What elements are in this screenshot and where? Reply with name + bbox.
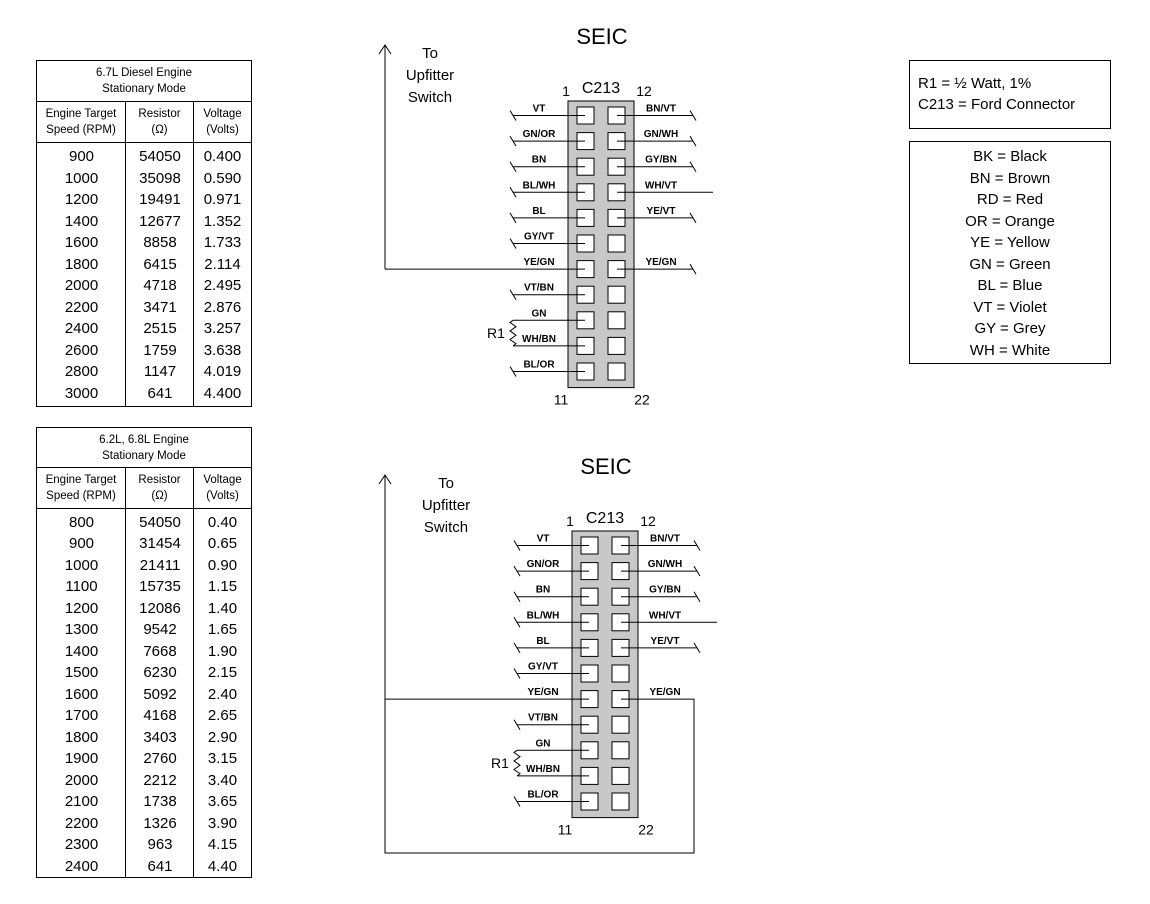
wire-label-left: WH/BN	[526, 763, 560, 775]
cell-rpm: 1900	[64, 750, 99, 768]
pin-number-1: 1	[562, 83, 570, 99]
cell-resistor: 4718	[143, 277, 177, 295]
note-connector: C213 = Ford Connector	[918, 96, 1076, 113]
cell-rpm: 1800	[64, 728, 99, 746]
wire-label-left: GN	[535, 738, 551, 750]
cell-rpm: 1200	[64, 599, 99, 617]
cell-resistor: 54050	[139, 513, 181, 531]
wire-label-right: GY/BN	[649, 584, 681, 596]
cell-voltage: 1.40	[207, 599, 238, 617]
cell-rpm: 1500	[64, 664, 99, 682]
resistor-label: R1	[491, 755, 509, 772]
header-voltage-line2: (Volts)	[206, 489, 239, 502]
cell-resistor: 6230	[143, 664, 177, 682]
cell-resistor: 35098	[139, 169, 181, 187]
color-code-ye: YE = Yellow	[970, 234, 1050, 251]
wire-label-left: GN/OR	[526, 559, 560, 571]
cell-voltage: 2.495	[203, 277, 242, 295]
wire-label-left: WH/BN	[522, 333, 556, 345]
cell-rpm: 1100	[65, 578, 98, 596]
wire-label-left: VT	[536, 533, 550, 545]
cell-resistor: 641	[147, 857, 173, 875]
cell-resistor: 8858	[143, 234, 177, 252]
wire-label-left: GY/VT	[527, 661, 559, 673]
wire-label-left: GY/VT	[523, 231, 555, 243]
cell-rpm: 2200	[64, 298, 99, 316]
cell-voltage: 4.400	[203, 384, 242, 402]
wire-label-right: GN/WH	[647, 559, 683, 571]
wire-label-left: BL/OR	[527, 789, 559, 801]
connector-label: C213	[585, 510, 625, 527]
cell-voltage: 3.15	[207, 750, 238, 768]
pin-number-12: 12	[640, 513, 656, 529]
pin-cavity-right	[608, 235, 625, 252]
pin-cavity-right	[608, 337, 625, 354]
cell-rpm: 3000	[64, 384, 99, 402]
table-title-line2: Stationary Mode	[102, 449, 186, 462]
cell-resistor: 1326	[143, 814, 177, 832]
cell-resistor: 19491	[139, 191, 181, 209]
cell-voltage: 0.40	[207, 513, 238, 531]
table-title-line2: Stationary Mode	[102, 83, 186, 95]
diagram-top	[379, 24, 713, 408]
cell-resistor: 2212	[143, 771, 177, 789]
wire-label-left: BL/WH	[526, 610, 560, 622]
connector-label: C213	[581, 80, 621, 97]
cell-voltage: 4.15	[207, 836, 238, 854]
cell-resistor: 15735	[139, 578, 181, 596]
cell-voltage: 1.15	[207, 578, 238, 596]
wire-label-left: VT	[532, 103, 546, 115]
cell-rpm: 800	[68, 513, 95, 531]
diagram-title: SEIC	[576, 24, 628, 49]
cell-resistor: 1738	[143, 793, 177, 811]
pin-number-12: 12	[636, 83, 652, 99]
cell-resistor: 21411	[139, 556, 181, 574]
upfitter-label-line3: Switch	[407, 89, 453, 106]
cell-rpm: 2600	[64, 341, 99, 359]
cell-voltage: 1.90	[207, 642, 238, 660]
pin-cavity-right	[612, 793, 629, 810]
upfitter-label-line1: To	[438, 475, 454, 492]
color-code-gn: GN = Green	[969, 255, 1051, 273]
cell-voltage: 2.114	[204, 255, 241, 273]
wire-label-right: YE/GN	[645, 257, 677, 269]
header-voltage-line2: (Volts)	[206, 124, 239, 136]
color-code-or: OR = Orange	[965, 212, 1055, 230]
cell-rpm: 2400	[64, 857, 99, 875]
cell-voltage: 2.40	[207, 685, 238, 703]
cell-rpm: 1400	[64, 212, 99, 230]
cell-rpm: 1000	[64, 169, 99, 187]
cell-rpm: 1300	[64, 621, 99, 639]
color-code-bk: BK = Black	[973, 148, 1047, 165]
cell-rpm: 1700	[64, 707, 99, 725]
cell-voltage: 3.257	[203, 320, 242, 338]
pin-cavity-right	[608, 286, 625, 303]
pin-cavity-right	[612, 665, 629, 682]
cell-resistor: 54050	[139, 148, 181, 166]
cell-voltage: 3.638	[203, 341, 242, 359]
cell-rpm: 2000	[64, 771, 99, 789]
cell-resistor: 641	[147, 384, 173, 402]
cell-rpm: 1200	[64, 191, 99, 209]
wire-label-right: BN/VT	[650, 533, 680, 545]
cell-rpm: 1600	[64, 685, 99, 703]
wire-label-left: BL	[536, 635, 550, 647]
header-rpm-line2: Speed (RPM)	[46, 489, 116, 502]
color-code-gy: GY = Grey	[974, 320, 1046, 337]
wire-label-left: BL/OR	[523, 359, 555, 371]
cell-rpm: 2400	[64, 320, 99, 338]
note-resistor: R1 = ½ Watt, 1%	[918, 75, 1032, 92]
cell-voltage: 4.40	[207, 857, 238, 875]
wire-label-left: BN	[535, 584, 551, 596]
table-title-line1: 6.2L, 6.8L Engine	[99, 433, 189, 446]
cell-rpm: 1000	[64, 556, 99, 574]
cell-voltage: 3.40	[207, 771, 238, 789]
cell-resistor: 6415	[143, 255, 177, 273]
cell-voltage: 0.90	[207, 556, 238, 574]
pin-number-1: 1	[566, 513, 574, 529]
cell-voltage: 4.019	[203, 363, 242, 381]
cell-resistor: 12677	[139, 212, 181, 230]
upfitter-label-line3: Switch	[423, 519, 469, 536]
cell-voltage: 3.90	[207, 814, 238, 832]
wire-label-left: BL/WH	[522, 180, 556, 192]
wire-label-right: GN/WH	[643, 129, 679, 141]
cell-resistor: 3403	[143, 728, 177, 746]
cell-voltage: 2.65	[207, 707, 238, 725]
cell-rpm: 2000	[64, 277, 99, 295]
cell-resistor: 4168	[143, 707, 177, 725]
table-title-line1: 6.7L Diesel Engine	[95, 67, 193, 79]
pin-cavity-right	[608, 312, 625, 329]
header-resistor-line2: (Ω)	[151, 489, 168, 502]
header-resistor-line2: (Ω)	[151, 124, 168, 136]
wire-label-left: GN	[531, 308, 547, 320]
header-resistor-line1: Resistor	[138, 108, 181, 120]
cell-resistor: 12086	[139, 599, 181, 617]
color-code-rd: RD = Red	[976, 191, 1044, 208]
resistor-r1-icon	[510, 320, 516, 346]
color-code-vt: VT = Violet	[973, 298, 1047, 316]
pin-number-22: 22	[634, 391, 650, 408]
header-rpm-line2: Speed (RPM)	[46, 124, 116, 136]
cell-voltage: 0.590	[203, 169, 242, 187]
color-code-bl: BL = Blue	[977, 277, 1043, 294]
pin-number-11: 11	[557, 821, 573, 838]
wire-label-right: GY/BN	[645, 154, 677, 166]
pin-cavity-right	[612, 742, 629, 759]
cell-resistor: 31454	[139, 535, 181, 553]
cell-resistor: 5092	[143, 685, 177, 703]
wire-label-right: WH/VT	[648, 610, 682, 622]
pin-cavity-right	[608, 363, 625, 380]
cell-voltage: 0.971	[203, 191, 242, 209]
wire-label-left: GN/OR	[522, 129, 556, 141]
diagram-bottom	[379, 454, 717, 853]
upfitter-label-line2: Upfitter	[405, 67, 455, 84]
pin-cavity-right	[612, 767, 629, 784]
wire-label-left: BN	[531, 154, 547, 166]
cell-rpm: 900	[68, 148, 95, 166]
wire-label-left: VT/BN	[528, 712, 558, 724]
cell-rpm: 900	[68, 535, 95, 553]
upfitter-label-line2: Upfitter	[421, 497, 471, 514]
cell-resistor: 2515	[143, 320, 177, 338]
cell-voltage: 1.352	[203, 212, 242, 230]
cell-voltage: 1.65	[207, 621, 238, 639]
header-voltage-line1: Voltage	[203, 473, 242, 486]
cell-rpm: 2100	[64, 793, 99, 811]
wire-label-left: YE/GN	[523, 257, 555, 269]
cell-voltage: 1.733	[203, 234, 242, 252]
wire-label-right: BN/VT	[646, 103, 676, 115]
wire-label-right: YE/VT	[650, 635, 680, 647]
resistor-r1-icon	[514, 750, 520, 776]
cell-rpm: 1400	[64, 642, 99, 660]
pin-cavity-right	[612, 716, 629, 733]
header-rpm-line1: Engine Target	[45, 473, 117, 486]
cell-resistor: 1759	[143, 341, 177, 359]
wire-label-right: YE/VT	[646, 205, 676, 217]
cell-voltage: 0.400	[203, 148, 242, 166]
resistor-label: R1	[487, 325, 505, 342]
pin-number-11: 11	[553, 391, 569, 408]
cell-rpm: 1600	[64, 234, 99, 252]
diagram-title: SEIC	[580, 454, 632, 479]
pin-number-22: 22	[638, 821, 654, 838]
cell-resistor: 7668	[143, 642, 177, 660]
cell-resistor: 9542	[143, 621, 177, 639]
cell-voltage: 0.65	[207, 535, 238, 553]
cell-rpm: 2200	[64, 814, 99, 832]
color-code-bn: BN = Brown	[969, 169, 1051, 187]
upfitter-label-line1: To	[422, 45, 438, 62]
cell-resistor: 2760	[143, 750, 177, 768]
cell-resistor: 3471	[143, 298, 177, 316]
cell-resistor: 1147	[143, 363, 177, 381]
header-rpm-line1: Engine Target	[45, 108, 117, 120]
header-resistor-line1: Resistor	[138, 473, 181, 486]
cell-resistor: 963	[147, 836, 173, 854]
wire-label-left: BL	[532, 205, 546, 217]
wire-label-right: YE/GN	[649, 687, 681, 699]
cell-voltage: 3.65	[207, 793, 238, 811]
cell-voltage: 2.15	[207, 664, 238, 682]
header-voltage-line1: Voltage	[203, 108, 242, 120]
color-code-wh: WH = White	[969, 341, 1051, 359]
cell-rpm: 1800	[64, 255, 99, 273]
cell-rpm: 2800	[64, 363, 99, 381]
cell-voltage: 2.90	[207, 728, 238, 746]
wire-label-left: VT/BN	[524, 282, 554, 294]
wire-label-right: WH/VT	[644, 180, 678, 192]
cell-voltage: 2.876	[203, 298, 242, 316]
cell-rpm: 2300	[64, 836, 99, 854]
wire-label-left: YE/GN	[527, 687, 559, 699]
